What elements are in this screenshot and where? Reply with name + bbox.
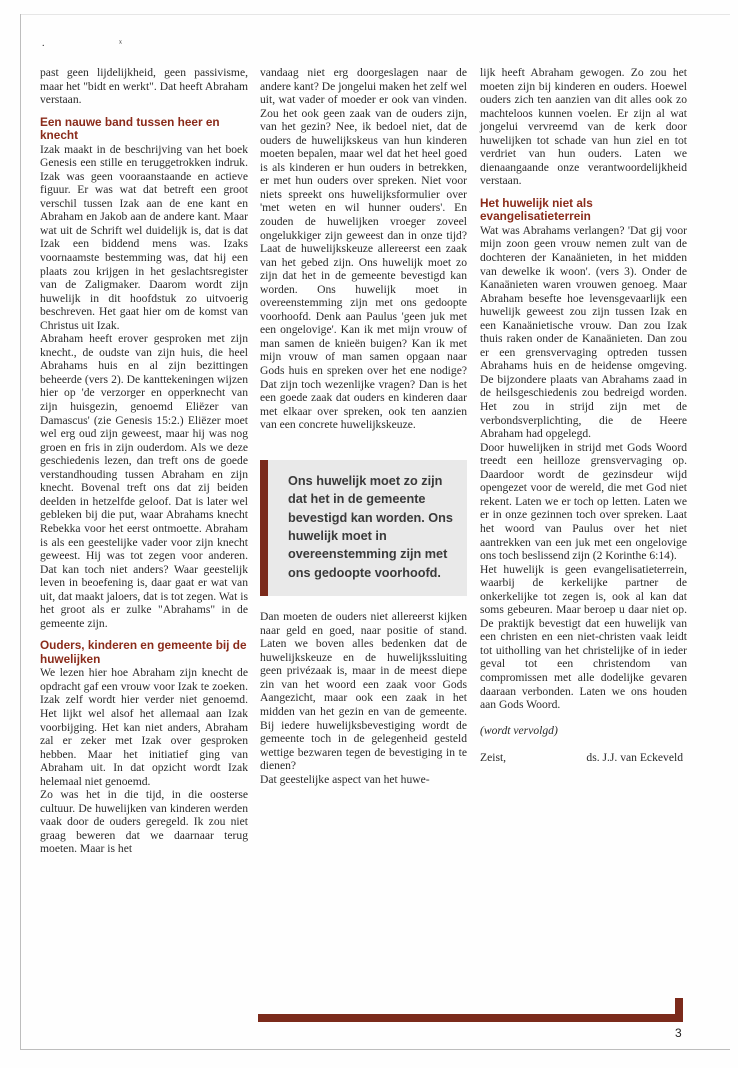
pull-quote-text: Ons huwelijk moet zo zijn dat het in de gemeente bevestigd kan worden. Ons huwelijk moet in overeenstemming zijn met ons gedoopte voorhoofd. [288, 473, 453, 580]
paragraph: We lezen hier hoe Abraham zijn knecht de opdracht gaf een vrouw voor Izak te zoeken. Izak zelf wordt hier verder niet genoemd. Het lijkt wel alsof het allemaal aan Izak voorbijging. Het kan niet anders, Abraham zal er zeker met Izak over gesproken hebben. Maar het initiatief ging van Abraham uit. In dat opzicht wordt Izak helemaal niet genoemd. [40, 666, 248, 788]
paragraph: Door huwelijken in strijd met Gods Woord treedt een heilloze grensvervaging op. Daardoor wordt de gezinsdeur wijd opengezet voor de wereld, die met God niet rekent. Laten we er toch op letten. Laten we er in onze gezinnen toch over spreken. Laat het woord van Paulus over het niet aantrekken van een juk met een ongelovige ons toch beslissend zijn (2 Korinthe 6:14). [480, 440, 687, 563]
paragraph: lijk heeft Abraham gewogen. Zo zou het moeten zijn bij kinderen en ouders. Hoewel ouders zich ten aanzien van dit alles ook zo machteloos kunnen voelen. Er zijn al wat jongelui vervreemd van de kerk door huwelijken tot schade van hun ziel en tot verdriet van hun ouders. Laten we dienaangaande onze verantwoordelijkheid verstaan. [480, 66, 687, 188]
pull-quote [260, 460, 467, 596]
paragraph: Dan moeten de ouders niet allereerst kijken naar geld en goed, naar positie of stand. Laten we boven alles bedenken dat de huwelijkskeuze en de huwelijkssluiting geen privézaak is, maar in de meest diepe zin van het woord een zaak voor Gods Aangezicht, maar ook een zaak in het midden van het gezin en van de gemeente. Bij iedere huwelijksbevestiging wordt de gemeente toch in de gelegenheid gesteld wettige bezwaren tegen de bevestiging in te dienen? [260, 610, 467, 773]
column-1 [40, 66, 248, 856]
signature-place: Zeist, [480, 751, 507, 765]
footer-bar-end [675, 998, 683, 1022]
section-heading: Een nauwe band tussen heer en knecht [40, 114, 220, 143]
signature-author: ds. J.J. van Eckeveld [586, 751, 683, 765]
continued-note: (wordt vervolgd) [480, 723, 558, 737]
paragraph: Het huwelijk is geen evangelisatieterrein, waarbij de kerkelijke partner de onkerkelijke tot zegen is, ook al kan dat soms gebeuren. Maar beroep u daar niet op. De praktijk bevestigt dat een huwelijk van een christen en een niet-christen vaak leidt tot uitholling van het christelijke of in ieder geval tot een christendom van compromissen met alle dodelijke gevaren daaraan verbonden. Laten we ons houden aan Gods Woord. [480, 562, 687, 712]
page-border-bottom [20, 1049, 730, 1050]
column-2 [260, 66, 467, 786]
page-border-left [20, 14, 21, 1050]
paragraph: Zo was het in die tijd, in die oosterse cultuur. De huwelijken van kinderen werden vaak door de ouders geregeld. Ik zou niet graag beweren dat we daarnaar terug moeten. Maar is het [40, 788, 248, 856]
column-3 [480, 66, 687, 764]
paragraph: Abraham heeft erover gesproken met zijn knecht., de oudste van zijn huis, die heel Abrahams huis en al zijn bezittingen beheerde (vers 2). De kanttekeningen wijzen hier op 'de verzorger en opperknecht van zijn huisgezin, genoemd Eliëzer van Damascus' (zie Genesis 15:2.) Eliëzer moet wel erg oud zijn geweest, maar hij was nog groen en fris in zijn ouderdom. Als we deze geschiedenis lezen, dan treft ons de goede verstandhouding tussen Abraham en zijn knecht. Bovenal treft ons dat zij beiden deelden in hetzelfde geloof. Dat is later wel gebleken bij die put, waar Abrahams knecht Rebekka voor het eerst ontmoette. Abraham is als een geestelijke vader voor zijn knecht geweest. Hij was tot zegen voor anderen. Dat kan toch niet anders? Waar geestelijk leven in beoefening is, daar gaat er wat van uit, dat maakt jaloers, dat is tot zegen. Wat is het groot als er zulke "Abrahams" in de gemeente zijn. [40, 332, 248, 630]
scan-marks: . ˣ [42, 38, 158, 49]
page-number: 3 [675, 1026, 682, 1040]
section-heading: Ouders, kinderen en gemeente bij de huwelijken [40, 638, 247, 666]
page-border-top [20, 14, 730, 15]
footer-bar [258, 1014, 683, 1022]
section-heading: Het huwelijk niet als evangelisatieterrein [480, 195, 593, 224]
paragraph: past geen lijdelijkheid, geen passivisme, maar het "bidt en werkt". Dat heeft Abraham verstaan. [40, 66, 248, 107]
signature-line [480, 751, 687, 764]
paragraph: vandaag niet erg doorgeslagen naar de andere kant? De jongelui maken het zelf wel uit, wat vader of moeder er ook van vinden. Zou het ook geen zaak van de ouders zijn, van het gezin? Nee, ik bedoel niet, dat de ouders de huwelijkskeus van hun kinderen moeten bepalen, maar wel dat het heel goed is als kinderen er hun ouders in betrekken, er met hun ouders over spreken. Niet voor niets spreekt ons huwelijksformulier over 'met weten en wil hunner ouders'. En zouden de huwelijken vroeger zoveel ongelukkiger zijn geweest dan in onze tijd? Laat de huwelijkskeuze allereerst een zaak van het gebed zijn. Ons huwelijk moet zo zijn dat het in de gemeente bevestigd kan worden. Ons huwelijk moet in overeenstemming zijn met ons gedoopte voorhoofd. Denk aan Paulus 'geen juk met een ongelovige'. Kan ik met mijn vrouw of man samen de knieën buigen? Kan ik met mijn vrouw of man samen opgaan naar Gods huis en spreken over het ene nodige? Dat zijn toch wezenlijke vragen? Dan is het een goede zaak dat ouders en kinderen daar met elkaar over spreken, ook ten aanzien van een concrete huwelijkskeuze. [260, 66, 467, 432]
paragraph: Izak maakt in de beschrijving van het boek Genesis een stille en teruggetrokken indruk. Izak was geen vooraanstaande en actieve figuur. Er was wat dat betreft een groot verschil tussen Izak aan de ene kant en Abraham en Jakob aan de andere kant. Maar wat uit de Schrift wel duidelijk is, dat is dat Izak een biddend mens was. Izaks voornaamste bestemming was, dat hij een plaats zou krijgen in het geslachtsregister van de Zaligmaker. Daarom wordt zijn huwelijk in dit hoofdstuk zo uitvoerig beschreven. Het gaat hier om de komst van Christus uit Izak. [40, 142, 248, 332]
paragraph: Dat geestelijke aspect van het huwe- [260, 772, 430, 786]
paragraph: Wat was Abrahams verlangen? 'Dat gij voor mijn zoon geen vrouw nemen zult van de dochteren der Kanaänieten, in het midden van dewelke ik woon'. (vers 3). Onder de Kanaänieten waren vrouwen genoeg. Maar Abraham besefte hoe levensgevaarlijk een huwelijk geweest zou zijn tussen Izak en een Kanaänietische vrouw. Dan zou Izak thuis raken onder de Kanaänieten. Dan zou er een grensvervaging optreden tussen Abrahams huis en de heidense omgeving. De bijzondere plaats van Abrahams zaad in de heilsgeschiedenis zou bedreigd worden. Het zou in strijd zijn met de verbondsverplichting, die de Heere Abraham had opgelegd. [480, 223, 687, 441]
